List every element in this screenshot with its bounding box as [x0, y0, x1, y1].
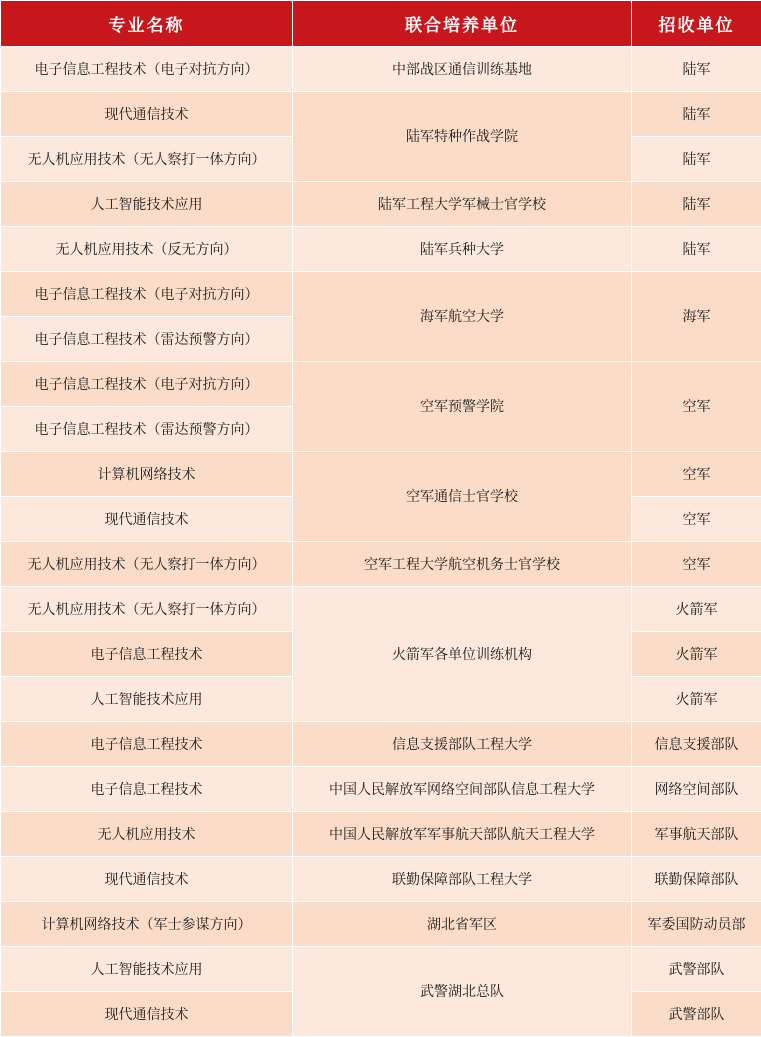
table-row: [1, 542, 761, 587]
cell-joint-unit: 中国人民解放军军事航天部队航天工程大学: [293, 812, 632, 857]
cell-recruit-unit: 联勤保障部队: [632, 857, 761, 902]
cell-joint-unit: 中部战区通信训练基地: [293, 47, 632, 92]
cell-recruit-unit: 信息支援部队: [632, 722, 761, 767]
table-row: [1, 947, 761, 992]
cell-recruit-unit: 陆军: [632, 47, 761, 92]
table-row: [1, 227, 761, 272]
table-row: [1, 767, 761, 812]
cell-major-name: 电子信息工程技术（电子对抗方向）: [1, 362, 293, 407]
cell-joint-unit: 中国人民解放军网络空间部队信息工程大学: [293, 767, 632, 812]
cell-joint-unit: 空军预警学院: [293, 362, 632, 452]
cell-joint-unit: 湖北省军区: [293, 902, 632, 947]
cell-recruit-unit: 空军: [632, 362, 761, 452]
cell-major-name: 无人机应用技术（反无方向）: [1, 227, 293, 272]
cell-recruit-unit: 火箭军: [632, 587, 761, 632]
cell-joint-unit: 火箭军各单位训练机构: [293, 587, 632, 722]
cell-major-name: 无人机应用技术（无人察打一体方向）: [1, 137, 293, 182]
cell-recruit-unit: 武警部队: [632, 947, 761, 992]
table-row: [1, 452, 761, 497]
table-row: [1, 722, 761, 767]
cell-joint-unit: 武警湖北总队: [293, 947, 632, 1037]
table-row: [1, 182, 761, 227]
cell-joint-unit: 海军航空大学: [293, 272, 632, 362]
table-row: [1, 362, 761, 407]
table-row: [1, 272, 761, 317]
cell-recruit-unit: 空军: [632, 452, 761, 497]
cell-joint-unit: 信息支援部队工程大学: [293, 722, 632, 767]
cell-recruit-unit: 空军: [632, 497, 761, 542]
table-header-row: [1, 1, 761, 47]
cell-recruit-unit: 火箭军: [632, 632, 761, 677]
table-body: [1, 47, 761, 1037]
table-row: [1, 902, 761, 947]
cell-major-name: 现代通信技术: [1, 992, 293, 1037]
cell-major-name: 电子信息工程技术（电子对抗方向）: [1, 272, 293, 317]
table-row: [1, 587, 761, 632]
cell-joint-unit: 陆军工程大学军械士官学校: [293, 182, 632, 227]
column-header-unit: 联合培养单位: [293, 1, 632, 47]
cell-major-name: 人工智能技术应用: [1, 947, 293, 992]
cell-major-name: 电子信息工程技术: [1, 632, 293, 677]
cell-joint-unit: 陆军特种作战学院: [293, 92, 632, 182]
cell-recruit-unit: 陆军: [632, 227, 761, 272]
cell-recruit-unit: 武警部队: [632, 992, 761, 1037]
cell-major-name: 现代通信技术: [1, 92, 293, 137]
table-row: [1, 92, 761, 137]
column-header-major: 专业名称: [1, 1, 293, 47]
cell-recruit-unit: 陆军: [632, 92, 761, 137]
cell-recruit-unit: 陆军: [632, 137, 761, 182]
cell-joint-unit: 联勤保障部队工程大学: [293, 857, 632, 902]
cell-major-name: 计算机网络技术: [1, 452, 293, 497]
cell-recruit-unit: 网络空间部队: [632, 767, 761, 812]
cell-recruit-unit: 空军: [632, 542, 761, 587]
cell-major-name: 电子信息工程技术（雷达预警方向）: [1, 317, 293, 362]
cell-recruit-unit: 海军: [632, 272, 761, 362]
cell-major-name: 计算机网络技术（军士参谋方向）: [1, 902, 293, 947]
cell-joint-unit: 空军通信士官学校: [293, 452, 632, 542]
cell-recruit-unit: 军事航天部队: [632, 812, 761, 857]
cell-major-name: 现代通信技术: [1, 857, 293, 902]
cell-recruit-unit: 火箭军: [632, 677, 761, 722]
cell-major-name: 电子信息工程技术（电子对抗方向）: [1, 47, 293, 92]
cell-major-name: 现代通信技术: [1, 497, 293, 542]
cell-major-name: 无人机应用技术（无人察打一体方向）: [1, 587, 293, 632]
cell-major-name: 无人机应用技术: [1, 812, 293, 857]
table-header: [1, 1, 761, 47]
cell-recruit-unit: 军委国防动员部: [632, 902, 761, 947]
cell-joint-unit: 陆军兵种大学: [293, 227, 632, 272]
cell-major-name: 电子信息工程技术: [1, 722, 293, 767]
column-header-recruit: 招收单位: [632, 1, 761, 47]
cell-joint-unit: 空军工程大学航空机务士官学校: [293, 542, 632, 587]
cell-major-name: 电子信息工程技术（雷达预警方向）: [1, 407, 293, 452]
cell-major-name: 电子信息工程技术: [1, 767, 293, 812]
cell-major-name: 人工智能技术应用: [1, 182, 293, 227]
cell-major-name: 无人机应用技术（无人察打一体方向）: [1, 542, 293, 587]
table-row: [1, 812, 761, 857]
cell-recruit-unit: 陆军: [632, 182, 761, 227]
table-row: [1, 857, 761, 902]
cell-major-name: 人工智能技术应用: [1, 677, 293, 722]
table-row: [1, 47, 761, 92]
